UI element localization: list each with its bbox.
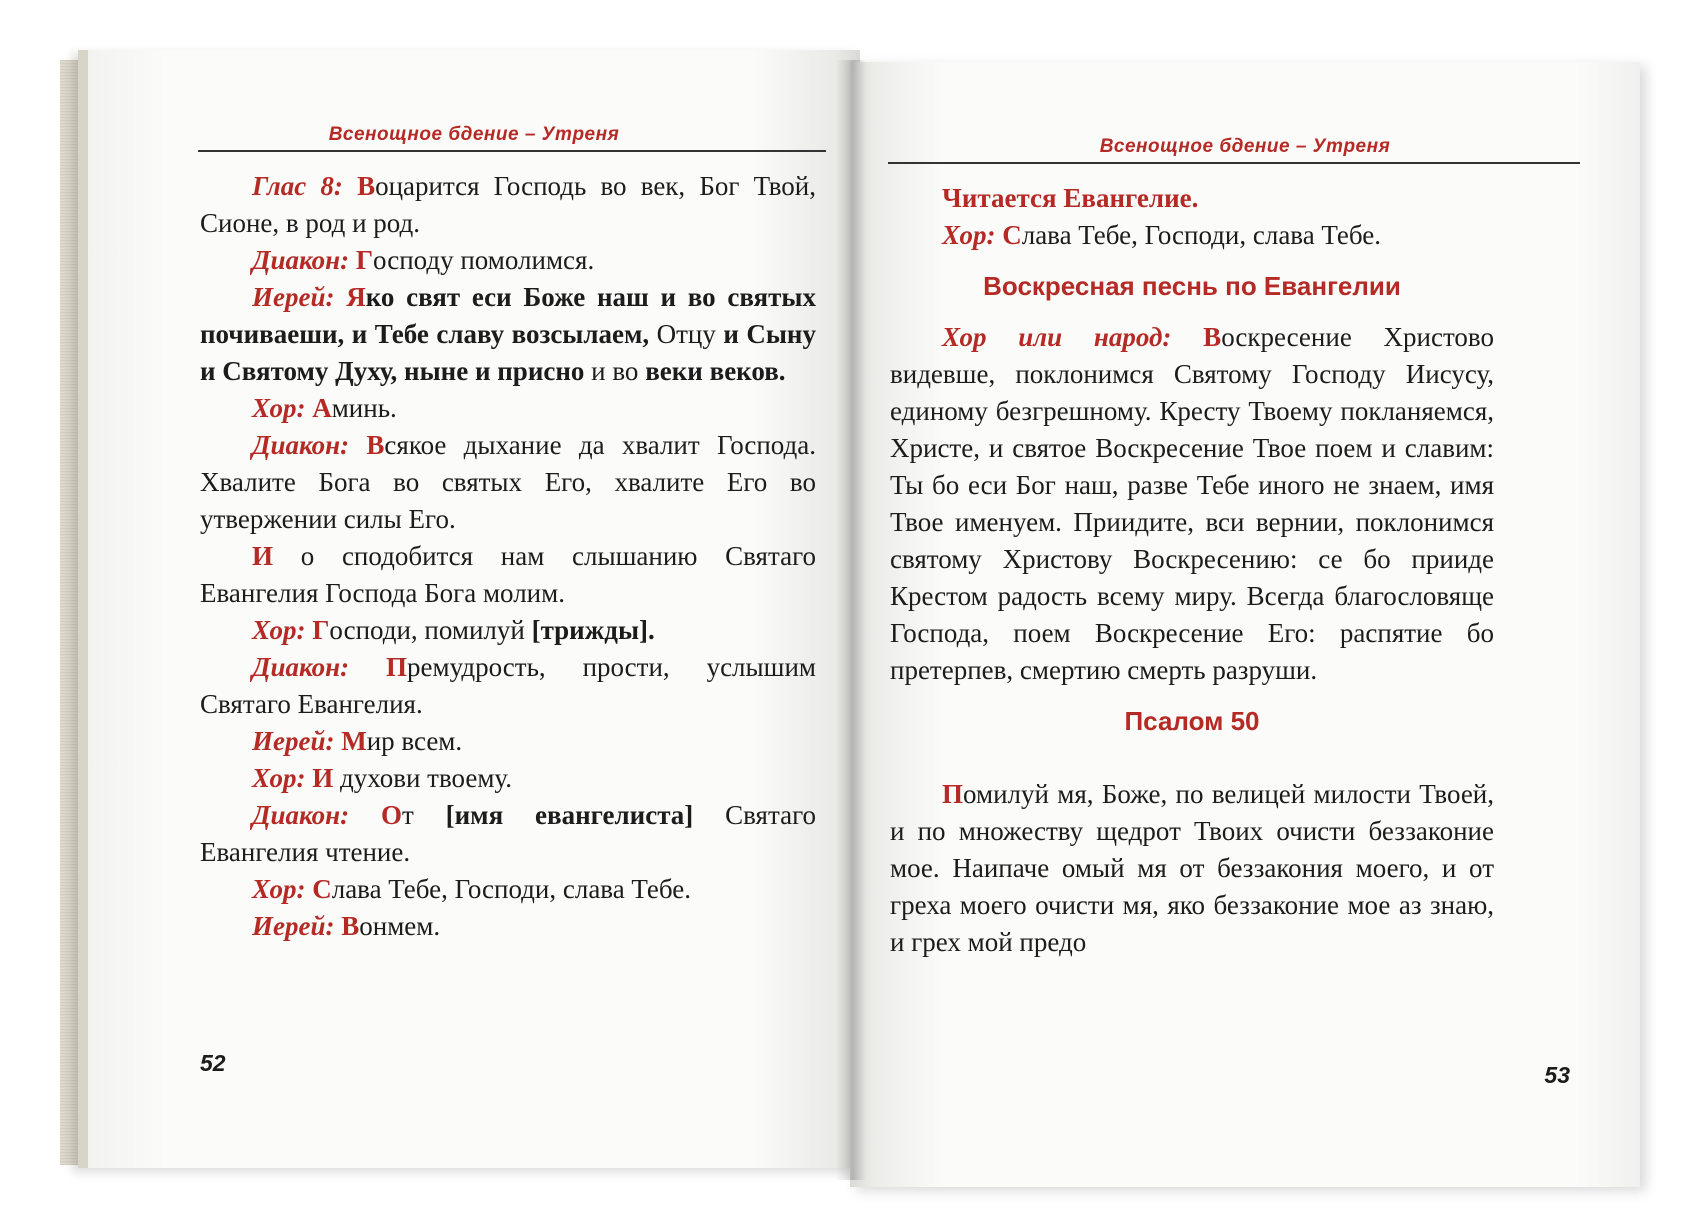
section-heading-hymn: Воскресная песнь по Евангелии: [983, 271, 1401, 301]
drop-initial: В: [357, 171, 376, 201]
role-label: Хор:: [252, 763, 306, 793]
drop-initial: О: [380, 800, 402, 830]
right-page-text: [890, 180, 1494, 961]
drop-initial: А: [312, 393, 332, 423]
rubric-note: Читается Евангелие.: [942, 183, 1199, 213]
paragraph-text-bold: веки веков.: [645, 356, 786, 386]
paragraph-text: омилуй мя, Боже, по велицей милости Твоей, и по множеству щедрот Твоих очисти беззаконие мое. Наипаче омый мя от беззакония моего, и от греха моего очисти мя, яко беззаконие мое аз знаю, и грех мой предо: [890, 779, 1494, 957]
paragraph: [890, 217, 1494, 254]
paragraph-text-bold: ко свят еси Боже наш и во святых почиваеши, и Тебе славу возсылаем,: [200, 282, 817, 349]
role-label: Хор:: [252, 393, 306, 423]
role-label: Глас 8:: [252, 171, 343, 201]
paragraph: [200, 427, 816, 538]
header-rule-right: [888, 162, 1580, 164]
role-label: Хор:: [252, 615, 306, 645]
page-edges: [60, 60, 78, 1165]
header-rule-left: [198, 150, 826, 152]
drop-initial: П: [942, 779, 964, 809]
paragraph-text: лава Тебе, Господи, слава Тебе.: [1021, 220, 1381, 250]
spacer: [890, 254, 1494, 268]
page-number-left: 52: [200, 1050, 226, 1076]
drop-initial: С: [1002, 220, 1022, 250]
running-header-right: Всенощное бдение – Утреня: [1099, 136, 1391, 157]
paragraph-text: о сподобится нам слышанию Святаго Евангелия Господа Бога молим.: [200, 541, 816, 608]
role-label: Хор:: [252, 874, 306, 904]
role-label: Хор или народ:: [942, 322, 1172, 352]
drop-initial: Г: [355, 245, 374, 275]
drop-initial: П: [386, 652, 408, 682]
paragraph-text-bold: и Сыну и Святому Духу, ныне и присно: [200, 319, 816, 386]
paragraph: [200, 279, 816, 390]
paragraph: [890, 776, 1494, 961]
role-label: Диакон:: [252, 652, 350, 682]
paragraph: [200, 760, 816, 797]
paragraph: [200, 797, 816, 871]
drop-initial: И: [252, 541, 274, 571]
paragraph-text: Отцу: [649, 319, 724, 349]
paragraph: [200, 649, 816, 723]
paragraph: [200, 908, 816, 945]
role-label: Иерей:: [252, 282, 335, 312]
paragraph-text-bold: [имя евангелиста]: [445, 800, 694, 830]
paragraph-text: лава Тебе, Господи, слава Тебе.: [331, 874, 691, 904]
drop-initial: В: [341, 911, 360, 941]
spacer: [890, 689, 1494, 703]
left-page: [78, 50, 860, 1168]
paragraph-text: минь.: [331, 393, 397, 423]
paragraph-text: ир всем.: [366, 726, 463, 756]
drop-initial: С: [312, 874, 332, 904]
role-label: Диакон:: [252, 245, 350, 275]
paragraph-text: т: [401, 800, 446, 830]
paragraph: [200, 538, 816, 612]
paragraph-text: духови твоему.: [333, 763, 512, 793]
drop-initial: И: [312, 763, 334, 793]
paragraph-text: ремудрость, прости, услышим Святаго Евангелия.: [200, 652, 816, 719]
paragraph: [890, 319, 1494, 689]
paragraph-text-bold: [трижды].: [531, 615, 655, 645]
paragraph-text: сякое дыхание да хвалит Господа. Хвалите Бога во святых Его, хвалите Его во утвержении силы Его.: [200, 430, 817, 534]
paragraph: [200, 390, 816, 427]
paragraph: [200, 168, 816, 242]
paragraph-text: осподу помолимся.: [373, 245, 595, 275]
right-page: [850, 62, 1640, 1187]
paragraph-text: осподи, помилуй: [329, 615, 532, 645]
left-page-text: [200, 168, 816, 945]
drop-initial: В: [1203, 322, 1222, 352]
paragraph: [200, 242, 816, 279]
running-header-left: Всенощное бдение – Утреня: [328, 124, 620, 145]
paragraph-text: онмем.: [359, 911, 441, 941]
drop-initial: Г: [312, 615, 330, 645]
drop-initial: Я: [346, 282, 366, 312]
role-label: Хор:: [942, 220, 996, 250]
paragraph-text: оскресение Христово видевше, поклонимся Святому Господу Иисусу, единому безгрешному. Кресту Твоему покланяемся, Христе, и святое Воскресение Твое поем и славим: Ты бо еси Бог наш, разве Тебе иного не знаем, имя Твое именуем. Приидите, вси вернии, поклонимся святому Христову Воскресению: се бо прииде Крестом радость всему миру. Всегда благословяще Господа, поем Воскресение Его: распятие бо претерпев, смертию смерть разруши.: [890, 322, 1494, 685]
paragraph-text: Святаго Евангелия чтение.: [200, 800, 816, 867]
role-label: Диакон:: [252, 430, 350, 460]
paragraph-text: оцарится Господь во век, Бог Твой, Сионе, в род и род.: [200, 171, 817, 238]
role-label: Иерей:: [252, 911, 335, 941]
spacer: [890, 740, 1494, 776]
paragraph-text: и во: [584, 356, 646, 386]
paragraph: [200, 612, 816, 649]
paragraph: [200, 723, 816, 760]
spacer: [890, 305, 1494, 319]
section-heading-psalm: Псалом 50: [1124, 706, 1260, 736]
page-number-right: 53: [1544, 1062, 1570, 1088]
drop-initial: В: [366, 430, 385, 460]
paragraph: [200, 871, 816, 908]
role-label: Диакон:: [252, 800, 350, 830]
book-spine-shadow: [836, 60, 866, 1180]
role-label: Иерей:: [252, 726, 335, 756]
drop-initial: М: [341, 726, 367, 756]
